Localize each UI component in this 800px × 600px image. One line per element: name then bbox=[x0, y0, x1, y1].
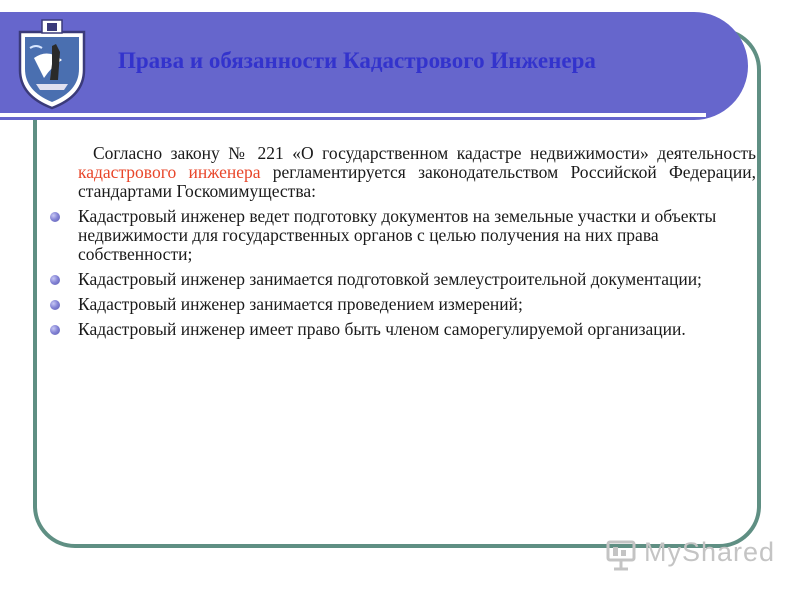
intro-text-end: регламентируется законодательством Российской Федерации, стандартами Госкомимущества: bbox=[78, 162, 757, 201]
intro-paragraph bbox=[48, 144, 756, 201]
slide-title: Права и обязанности Кадастрового Инженера bbox=[118, 48, 596, 73]
intro-text-start: Согласно закону № 221 «О государственном кадастре недвижимости» деятельность bbox=[93, 143, 756, 163]
bullet-item bbox=[48, 320, 756, 339]
bullet-text: Кадастровый инженер ведет подготовку документов на земельные участки и объекты недвижимости для государственных органов с целью получения на них права собственности; bbox=[78, 206, 717, 264]
bullet-text: Кадастровый инженер имеет право быть членом саморегулируемой организации. bbox=[78, 319, 686, 339]
bullet-item bbox=[48, 270, 756, 289]
bullet-icon bbox=[50, 212, 60, 222]
bullet-text: Кадастровый инженер занимается проведением измерений; bbox=[78, 294, 523, 314]
bullet-text: Кадастровый инженер занимается подготовкой землеустроительной документации; bbox=[78, 269, 702, 289]
bullet-item bbox=[48, 295, 756, 314]
bullet-icon bbox=[50, 275, 60, 285]
bullet-icon bbox=[50, 325, 60, 335]
intro-highlight: кадастрового инженера bbox=[78, 162, 261, 182]
bullet-list bbox=[48, 207, 756, 339]
bullet-icon bbox=[50, 300, 60, 310]
bullet-item bbox=[48, 207, 756, 264]
slide-body bbox=[48, 144, 756, 345]
watermark-label: MyShared bbox=[644, 537, 776, 567]
university-crest-icon bbox=[14, 18, 90, 110]
header-divider bbox=[0, 113, 706, 117]
